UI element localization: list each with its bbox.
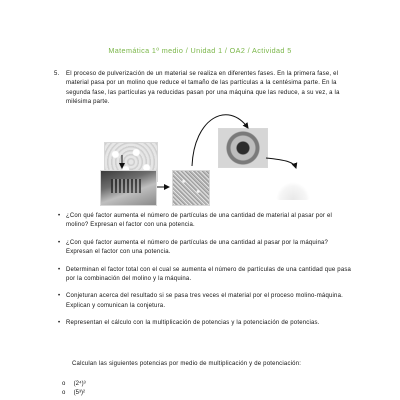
arrow-machine-to-pile bbox=[266, 158, 296, 168]
list-item-text: Determinan el factor total con el cual se aumenta el número de partículas de una cantidad que pasa por la combinación del molino y la máquina. bbox=[66, 266, 352, 283]
list-item-text: Conjeturan acerca del resultado si se pasa tres veces el material por el proceso molino-máquina. Explican y comunican la conjetura. bbox=[66, 293, 343, 309]
powers-list bbox=[62, 380, 86, 398]
question-list bbox=[58, 212, 356, 337]
list-item-text: Representan el cálculo con la multiplicación de potencias y la potenciación de potencias. bbox=[66, 320, 320, 327]
bullet-dot-icon: • bbox=[58, 213, 61, 219]
power-item bbox=[62, 380, 86, 389]
circle-bullet-icon: o bbox=[62, 381, 66, 387]
arrow-powder-to-machine bbox=[192, 115, 248, 166]
bullet-dot-icon: • bbox=[58, 239, 61, 246]
powers-instruction: Calculan las siguientes potencias por medio de multiplicación y de potenciación: bbox=[72, 361, 302, 367]
exercise-number: 5. bbox=[54, 71, 60, 77]
list-item bbox=[58, 239, 356, 258]
power-expression: (5³)² bbox=[73, 390, 86, 396]
power-item bbox=[62, 389, 86, 398]
list-item bbox=[58, 266, 356, 285]
bullet-dot-icon: • bbox=[58, 266, 61, 273]
page-header: Matemática 1º medio / Unidad 1 / OA2 / Actividad 5 bbox=[108, 46, 292, 55]
list-item-text: ¿Con qué factor aumenta el número de partículas de una cantidad al pasar por la máquina? Expresan el factor con una potencia. bbox=[66, 239, 329, 256]
list-item-text: ¿Con qué factor aumenta el número de partículas de una cantidad de material al pasar por el molino? Expresan el factor con una potencia. bbox=[66, 213, 333, 229]
list-item bbox=[58, 292, 356, 311]
bullet-dot-icon: • bbox=[58, 293, 61, 300]
list-item bbox=[58, 319, 356, 328]
bullet-dot-icon: • bbox=[58, 320, 61, 327]
list-item bbox=[58, 212, 356, 231]
power-expression: (2⁴)³ bbox=[73, 381, 86, 387]
circle-bullet-icon: o bbox=[62, 390, 66, 396]
exercise-text: El proceso de pulverización de un material se realiza en diferentes fases. En la primera fase, el material pasa por un molino que reduce el tamaño de las partículas a la centésima parte. En la segunda fase, las partículas ya reducidas pasan por una máquina que las reduce, a su vez, a la milésima parte. bbox=[66, 71, 340, 106]
